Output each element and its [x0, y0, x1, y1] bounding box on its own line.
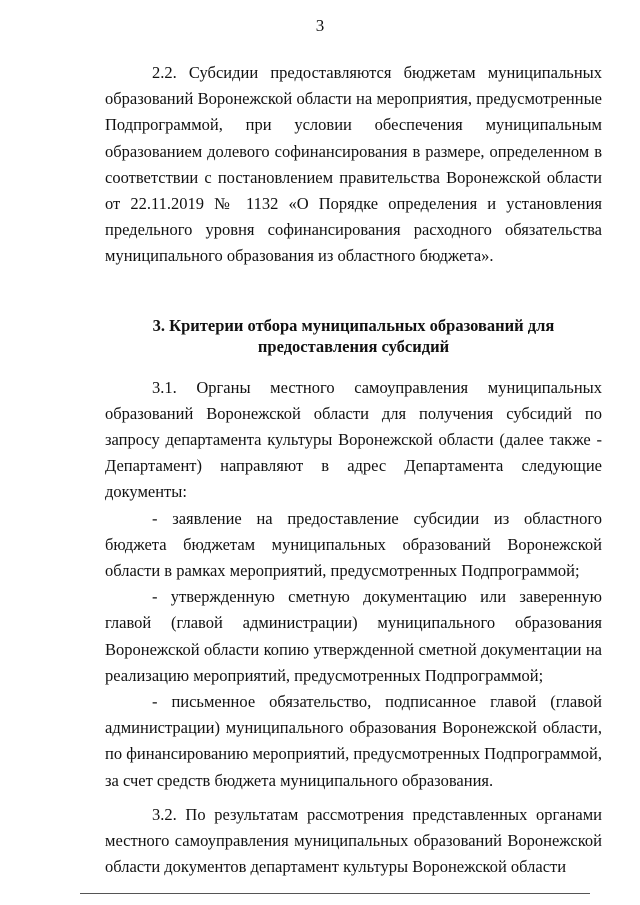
list-item-estimate-documentation: - утвержденную сметную документацию или заверенную главой (главой администрации) муниципального образования Воронежской области копию утвержденной сметной документации на реализацию мероприятий, предусмотренных Подпрограммой;	[105, 587, 602, 685]
page-bottom-rule	[80, 893, 590, 894]
list-item-application: - заявление на предоставление субсидии из областного бюджета бюджетам муниципальных образований Воронежской области в рамках мероприятий, предусмотренных Подпрограммой;	[105, 508, 602, 581]
paragraph-3-1: 3.1. Органы местного самоуправления муниципальных образований Воронежской области для получения субсидий по запросу департамента культуры Воронежской области (далее также - Департамент) направляют в адрес Департамента следующие документы:	[105, 377, 602, 502]
section-3-heading	[105, 315, 602, 357]
section-3-heading-line-2: предоставления субсидий	[257, 336, 450, 356]
document-body	[105, 60, 602, 880]
page-number: 3	[315, 16, 325, 35]
paragraph-2-2: 2.2. Субсидии предоставляются бюджетам муниципальных образований Воронежской области на мероприятия, предусмотренные Подпрограммой, при условии обеспечения муниципальным образованием долевого софинансирования в размере, определенном в соответствии с постановлением правительства Воронежской области от 22.11.2019 № 1132 «О Порядке определения и установления предельного уровня софинансирования расходного обязательства муниципального образования из областного бюджета».	[105, 63, 602, 266]
list-item-written-obligation: - письменное обязательство, подписанное главой (главой администрации) муниципального образования Воронежской области, по финансированию мероприятий, предусмотренных Подпрограммой, за счет средств бюджета муниципального образования.	[105, 692, 602, 790]
section-3-heading-line-1: 3. Критерии отбора муниципальных образований для	[152, 315, 555, 335]
paragraph-3-2: 3.2. По результатам рассмотрения представленных органами местного самоуправления муниципальных образований Воронежской области документов департамент культуры Воронежской области	[105, 804, 602, 877]
